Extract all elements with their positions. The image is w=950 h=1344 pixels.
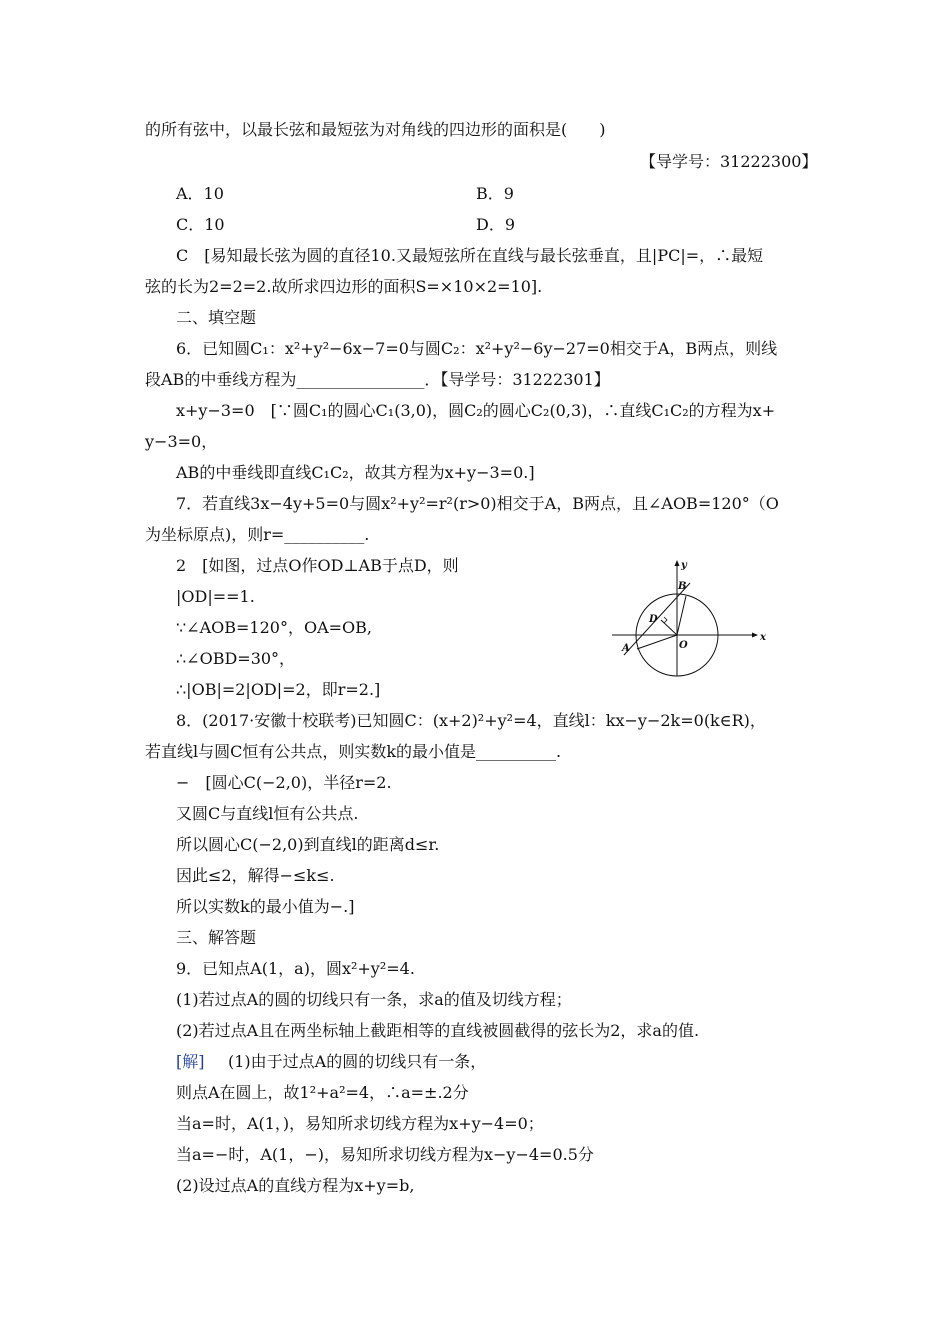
q8-stem-line-1: 8．(2017·安徽十校联考)已知圆C：(x+2)²+y²=4，直线l：kx−y−2k=0(k∈R)， xyxy=(176,711,766,730)
q6-stem-line-2: 段AB的中垂线方程为________________．【导学号：31222301】 xyxy=(145,370,610,389)
option-a: A．10 xyxy=(176,184,224,203)
segment-od xyxy=(661,620,677,635)
q6-solution-line-2: y−3=0， xyxy=(145,432,218,451)
section-heading-fill-in: 二、填空题 xyxy=(176,308,257,327)
q8-solution-line-4: 因此≤2，解得−≤k≤. xyxy=(176,866,335,885)
option-c: C．10 xyxy=(176,215,225,234)
q8-solution-line-5: 所以实数k的最小值为−.] xyxy=(176,897,355,916)
q8-stem-line-2: 若直线l与圆C恒有公共点，则实数k的最小值是__________. xyxy=(145,742,562,761)
guide-number-1: 【导学号：31222300】 xyxy=(640,152,818,171)
label-a: A xyxy=(622,643,630,654)
segment-oa xyxy=(637,635,677,649)
q5-stem-tail: 的所有弦中，以最长弦和最短弦为对角线的四边形的面积是( ) xyxy=(145,120,606,139)
q9-solution-line-5: (2)设过点A的直线方程为x+y=b, xyxy=(176,1176,415,1195)
q7-stem-line-2: 为坐标原点)，则r=__________. xyxy=(145,525,370,544)
label-y: y xyxy=(681,560,687,571)
q5-solution-line-2: 弦的长为2=2=2.故所求四边形的面积S=×10×2=10]. xyxy=(145,277,543,296)
y-axis-arrow xyxy=(675,560,680,566)
label-o: O xyxy=(679,640,688,651)
circle-diagram xyxy=(610,556,780,684)
q9-solution-line-4: 当a=−时，A(1，−)，易知所求切线方程为x−y−4=0.5分 xyxy=(176,1145,594,1164)
option-b: B．9 xyxy=(476,184,514,203)
q8-solution-line-2: 又圆C与直线l恒有公共点. xyxy=(176,804,359,823)
q8-solution-line-3: 所以圆心C(−2,0)到直线l的距离d≤r. xyxy=(176,835,440,854)
x-axis-arrow xyxy=(752,633,758,638)
q9-solution-line-2: 则点A在圆上，故1²+a²=4，∴a=±.2分 xyxy=(176,1083,469,1102)
q5-solution-line-1: C [易知最长弦为圆的直径10.又最短弦所在直线与最长弦垂直，且|PC|=，∴最短 xyxy=(176,246,764,265)
q8-solution-line-1: − [圆心C(−2,0)，半径r=2. xyxy=(176,773,392,792)
q9-solution-line-3: 当a=时，A(1，)，易知所求切线方程为x+y−4=0； xyxy=(176,1114,544,1133)
solution-tag: [解] xyxy=(176,1052,205,1071)
q6-stem-line-1: 6．已知圆C₁：x²+y²−6x−7=0与圆C₂：x²+y²−6y−27=0相交于A，B两点，则线 xyxy=(176,339,778,358)
label-x: x xyxy=(760,632,766,643)
q7-solution-line-2: |OD|==1. xyxy=(176,587,255,606)
q9-part-2: (2)若过点A且在两坐标轴上截距相等的直线被圆截得的弦长为2，求a的值. xyxy=(176,1021,700,1040)
q7-stem-line-1: 7．若直线3x−4y+5=0与圆x²+y²=r²(r>0)相交于A，B两点，且∠AOB=120°（O xyxy=(176,494,779,513)
q9-stem: 9．已知点A(1，a)，圆x²+y²=4. xyxy=(176,959,415,978)
q6-solution-line-1: x+y−3=0 [∵圆C₁的圆心C₁(3,0)，圆C₂的圆心C₂(0,3)，∴直线C₁C₂的方程为x+ xyxy=(176,401,776,420)
label-b: B xyxy=(678,581,687,592)
label-d: D xyxy=(649,614,658,625)
right-angle-mark xyxy=(664,617,667,623)
segment-ob xyxy=(677,596,686,635)
q7-solution-line-4: ∴∠OBD=30°， xyxy=(176,649,296,668)
option-d: D．9 xyxy=(476,215,516,234)
q9-part-1: (1)若过点A的圆的切线只有一条，求a的值及切线方程； xyxy=(176,990,572,1009)
q7-solution-line-5: ∴|OB|=2|OD|=2，即r=2.] xyxy=(176,680,381,699)
q9-solution-line-1: (1)由于过点A的圆的切线只有一条， xyxy=(228,1052,487,1071)
q6-solution-line-3: AB的中垂线即直线C₁C₂，故其方程为x+y−3=0.] xyxy=(176,463,535,482)
section-heading-solve: 三、解答题 xyxy=(176,928,257,947)
q7-solution-line-3: ∵∠AOB=120°，OA=OB, xyxy=(176,618,373,637)
q7-solution-line-1: 2 [如图，过点O作OD⊥AB于点D，则 xyxy=(176,556,459,575)
